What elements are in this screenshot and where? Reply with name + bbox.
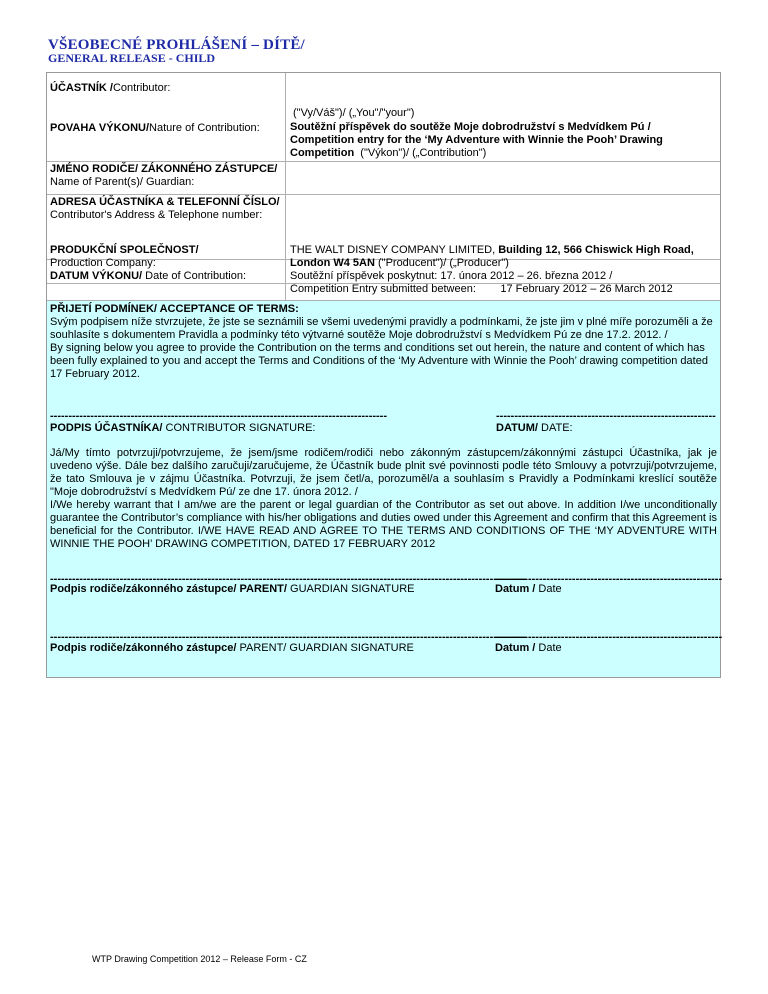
- contributor-date-label: DATUM/ DATE:: [496, 422, 573, 434]
- parent1-date-label: Datum / Date: [495, 583, 562, 595]
- date-of-contribution-label: DATUM VÝKONU/ Date of Contribution:: [50, 270, 247, 282]
- contributor-signature-label: PODPIS ÚČASTNÍKA/ CONTRIBUTOR SIGNATURE:: [50, 422, 316, 434]
- terms-heading: PŘIJETÍ PODMÍNEK/ ACCEPTANCE OF TERMS:: [50, 303, 299, 315]
- terms-section: [47, 301, 723, 677]
- nature-label: POVAHA VÝKONU/Nature of Contribution:: [50, 122, 260, 134]
- form-title-czech: VŠEOBECNÉ PROHLÁŠENÍ – DÍTĚ/: [48, 37, 305, 53]
- contributor-signature-line[interactable]: --------------------------------------------------------------------------------------------: [50, 410, 388, 422]
- address-label: ADRESA ÚČASTNÍKA & TELEFONNÍ ČÍSLO/ Contributor's Address & Telephone number:: [50, 196, 280, 221]
- contributor-label: ÚČASTNÍK /Contributor:: [50, 82, 171, 94]
- nature-value: Soutěžní příspěvek do soutěže Moje dobrodružství s Medvídkem Pú / Competition entry for the ‘My Adventure with Winnie the Pooh’ Drawing Competition ("Výkon")/ („Contribution"): [290, 121, 663, 159]
- parent2-date-label: Datum / Date: [495, 642, 562, 654]
- parent2-date-line[interactable]: --------------------------------------------------------------: [495, 631, 723, 643]
- parent2-signature-label: Podpis rodiče/zákonného zástupce/ PARENT/ GUARDIAN SIGNATURE: [50, 642, 414, 654]
- terms-czech: Svým podpisem níže stvrzujete, že jste se seznámili se všemi uvedenými pravidly a podmínkami, že jste jim v plné míře porozuměli a že souhlasíte s dokumentem Pravidla a podmínky této výtvarné soutěže Moje dobrodružství s Medvídkem Pú ze dne 17.2. 2012. /: [50, 316, 713, 341]
- contributor-field[interactable]: [287, 75, 718, 107]
- production-value: THE WALT DISNEY COMPANY LIMITED, Building 12, 566 Chiswick High Road, London W4 5AN ("Producent")/ („Producer"): [290, 244, 694, 269]
- guardian-czech: Já/My tímto potvrzuji/potvrzujeme, že jsem/jsme rodičem/rodiči nebo zákonným zástupcem/zákonnými zástupci Účastníka, jak je uvedeno výše. Dále bez dalšího zaručuji/zaručujeme, že Účastník bude plnit své povinnosti podle této Smlouvy a potvrzuji/potvrzujeme, že tato Smlouva je v zájmu Účastníka. Potvrzuji, že jsem četl/a, porozuměl/a a souhlasím s Pravidly a Podmínkami kreslící soutěže "Moje dobrodružství s Medvídkem Pú/ ze dne 17. února 2012. /: [50, 447, 717, 498]
- terms-english: By signing below you agree to provide the Contribution on the terms and conditions set out herein, the nature and content of which has been fully explained to you and accept the Terms and Conditions of the ‘My Adventure with Winnie the Pooh’ drawing competition dated 17 February 2012.: [50, 342, 708, 380]
- production-label: PRODUKČNÍ SPOLEČNOST/ Production Company:: [50, 244, 199, 269]
- row-divider: [47, 194, 720, 195]
- row-divider: [47, 161, 720, 162]
- page-footer: WTP Drawing Competition 2012 – Release Form - CZ: [92, 954, 307, 964]
- form-title-english: GENERAL RELEASE - CHILD: [48, 51, 216, 65]
- parent1-signature-label: Podpis rodiče/zákonného zástupce/ PARENT/ GUARDIAN SIGNATURE: [50, 583, 415, 595]
- parent2-signature-line[interactable]: ----------------------------------------------------------------------------------------------------------------------------------: [50, 631, 527, 643]
- parent-name-field[interactable]: [288, 163, 719, 193]
- parent1-signature-line[interactable]: ----------------------------------------------------------------------------------------------------------------------------------: [50, 573, 527, 585]
- nature-you-note: ("Vy/Váš")/ („You"/"your"): [293, 107, 415, 119]
- column-divider: [285, 73, 286, 300]
- release-form: [46, 72, 721, 678]
- parent1-date-line[interactable]: --------------------------------------------------------------: [495, 573, 723, 585]
- guardian-english: I/We hereby warrant that I am/we are the parent or legal guardian of the Contributor as set out above. In addition I/we unconditionally guarantee the Contributor’s compliance with his/her obligations and duties owed under this Agreement and confirm that this Agreement is beneficial for the Contributor. I/WE HAVE READ AND AGREE TO THE TERMS AND CONDITIONS OF THE ‘MY ADVENTURE WITH WINNIE THE POOH’ DRAWING COMPETITION, DATED 17 FEBRUARY 2012: [50, 499, 717, 550]
- parent-name-label: JMÉNO RODIČE/ ZÁKONNÉHO ZÁSTUPCE/ Name of Parent(s)/ Guardian:: [50, 163, 278, 188]
- contributor-date-line[interactable]: ------------------------------------------------------------: [496, 410, 716, 422]
- date-of-contribution-value: Soutěžní příspěvek poskytnut: 17. února 2012 – 26. března 2012 / Competition Entry submitted between: 17 February 2012 – 26 March 2012: [290, 270, 673, 295]
